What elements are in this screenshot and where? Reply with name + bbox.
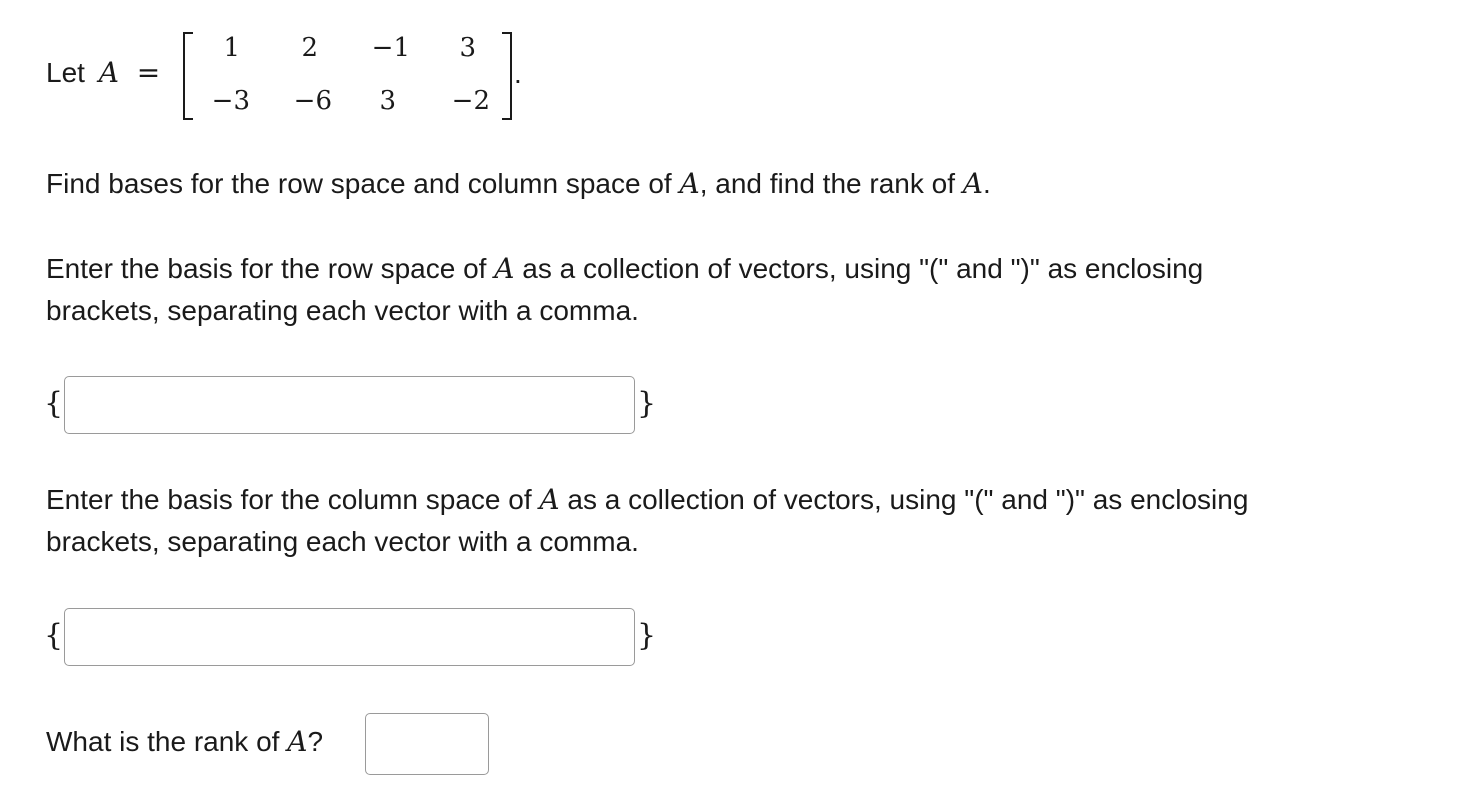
row-space-input[interactable]	[64, 376, 635, 434]
matrix-cell-r1c1: 1	[223, 33, 240, 63]
row-space-open-brace: {	[44, 386, 64, 421]
question-intro	[46, 163, 991, 205]
row-space-prompt	[46, 248, 1203, 290]
equals-sign: =	[136, 56, 161, 89]
question-intro-text: Find bases for the row space and column space of	[46, 168, 680, 199]
let-label: Let	[46, 57, 85, 88]
row-space-close-brace: }	[637, 386, 657, 421]
column-space-open-brace: {	[44, 618, 64, 653]
column-space-close-brace: }	[637, 618, 657, 653]
row-space-prompt-text-after: as a collection of vectors, using "(" and ")" as enclosing	[514, 253, 1204, 284]
column-space-prompt-line2: brackets, separating each vector with a comma.	[46, 526, 639, 557]
row-space-prompt-text: Enter the basis for the row space of	[46, 253, 495, 284]
column-space-prompt-text-after: as a collection of vectors, using "(" and ")" as enclosing	[559, 484, 1249, 515]
rank-question	[46, 721, 323, 763]
matrix-var: A	[962, 167, 983, 200]
matrix-definition	[46, 52, 160, 94]
column-space-input[interactable]	[64, 608, 635, 666]
matrix-cell-r1c3: −1	[371, 33, 410, 63]
matrix-cell-r2c1: −3	[211, 86, 250, 116]
matrix-period: .	[514, 58, 522, 89]
matrix-var: A	[679, 167, 700, 200]
matrix-cell-r2c4: −2	[451, 86, 490, 116]
question-intro-period: .	[983, 168, 991, 199]
matrix-var: A	[494, 252, 515, 285]
matrix-name: A	[98, 56, 119, 89]
question-intro-text-middle: , and find the rank of	[699, 168, 963, 199]
column-space-prompt	[46, 479, 1248, 521]
matrix-cell-r2c2: −6	[293, 86, 332, 116]
matrix-var: A	[539, 483, 560, 516]
rank-question-text: What is the rank of	[46, 726, 288, 757]
matrix-cell-r1c4: 3	[459, 33, 476, 63]
rank-input[interactable]	[365, 713, 489, 775]
matrix-var: A	[287, 725, 308, 758]
row-space-prompt-line2: brackets, separating each vector with a comma.	[46, 295, 639, 326]
matrix-cell-r1c2: 2	[301, 33, 318, 63]
matrix-right-bracket	[502, 32, 512, 120]
matrix-cell-r2c3: 3	[379, 86, 396, 116]
rank-question-mark: ?	[307, 726, 324, 757]
column-space-prompt-text: Enter the basis for the column space of	[46, 484, 540, 515]
